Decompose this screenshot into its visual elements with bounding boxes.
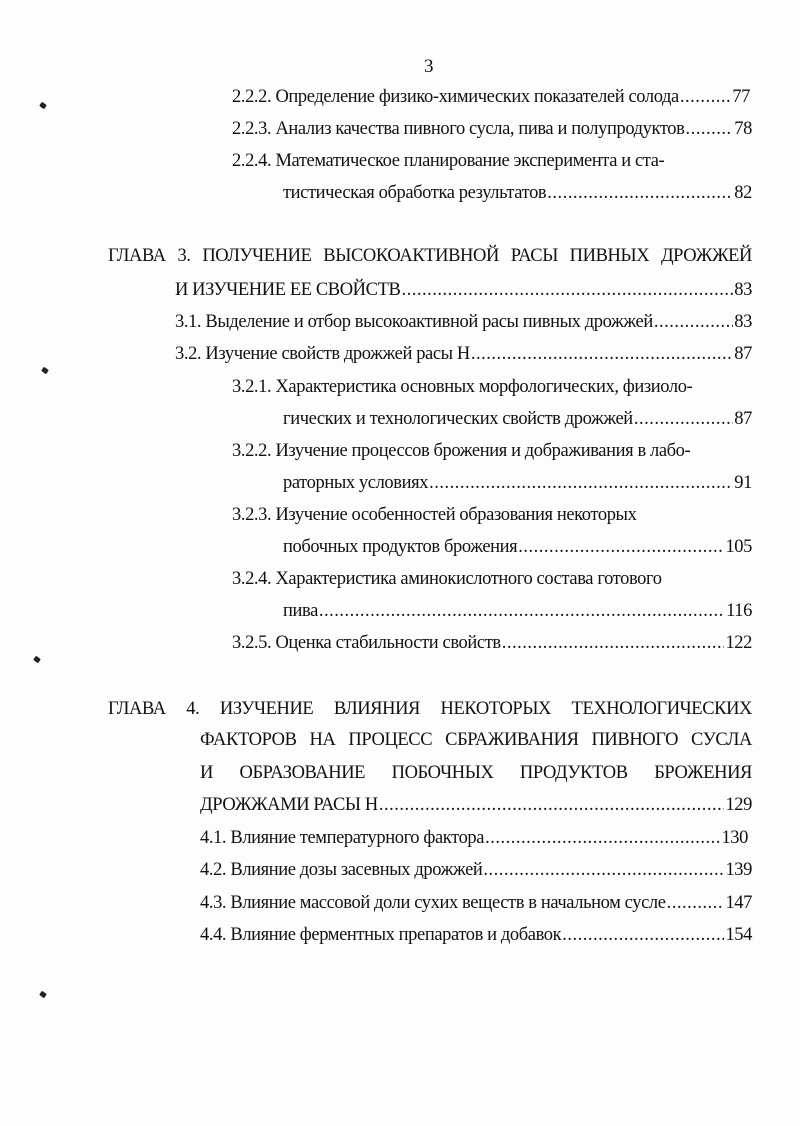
toc-entry-title: 3.2. Изучение свойств дрожжей расы Н xyxy=(175,344,470,364)
toc-entry xyxy=(283,536,752,558)
toc-entry-page: 129 xyxy=(725,795,752,815)
toc-entry xyxy=(200,827,748,849)
toc-entry xyxy=(200,794,752,816)
toc-entry xyxy=(283,182,752,204)
dot-leader xyxy=(471,343,733,365)
scan-mark xyxy=(33,656,41,664)
page-number: 3 xyxy=(424,56,434,77)
toc-entry-page: 139 xyxy=(725,860,752,880)
toc-entry-page: 122 xyxy=(725,633,752,653)
toc-entry-title: 3.2.3. Изучение особенностей образования некоторых xyxy=(232,505,637,525)
toc-entry-title: 3.2.4. Характеристика аминокислотного состава готового xyxy=(232,569,662,589)
toc-entry-page: 87 xyxy=(734,409,752,429)
toc-entry-title: тистическая обработка результатов xyxy=(283,183,547,203)
toc-entry-title: ГЛАВА 4. ИЗУЧЕНИЕ ВЛИЯНИЯ НЕКОТОРЫХ ТЕХНОЛОГИЧЕСКИХ xyxy=(108,699,752,719)
scan-mark xyxy=(39,102,47,110)
toc-entry-title: ГЛАВА 3. ПОЛУЧЕНИЕ ВЫСОКОАКТИВНОЙ РАСЫ ПИВНЫХ ДРОЖЖЕЙ xyxy=(108,246,752,266)
toc-entry-title: ФАКТОРОВ НА ПРОЦЕСС СБРАЖИВАНИЯ ПИВНОГО СУСЛА xyxy=(200,730,752,750)
toc-entry-page: 83 xyxy=(734,280,752,300)
toc-entry-title: 4.1. Влияние температурного фактора xyxy=(200,828,485,848)
dot-leader xyxy=(319,600,725,622)
dot-leader xyxy=(562,924,724,946)
toc-entry-title: И ОБРАЗОВАНИЕ ПОБОЧНЫХ ПРОДУКТОВ БРОЖЕНИЯ xyxy=(200,763,752,783)
toc-entry-title: 3.2.5. Оценка стабильности свойств xyxy=(232,633,501,653)
toc-entry-page: 116 xyxy=(726,601,752,621)
toc-entry-page: 87 xyxy=(734,344,752,364)
toc-entry xyxy=(232,376,692,398)
toc-entry xyxy=(232,118,752,140)
toc-entry xyxy=(175,279,752,301)
toc-entry xyxy=(232,504,636,526)
dot-leader xyxy=(547,182,733,204)
toc-entry-title: 2.2.2. Определение физико-химических показателей солода xyxy=(232,87,679,107)
toc-entry-title: 4.4. Влияние ферментных препаратов и добавок xyxy=(200,925,562,945)
dot-leader xyxy=(654,311,733,333)
toc-entry-page: 154 xyxy=(725,925,752,945)
toc-entry-title: 2.2.4. Математическое планирование эксперимента и ста- xyxy=(232,151,665,171)
toc-entry-page: 77 xyxy=(732,87,750,107)
dot-leader xyxy=(680,86,731,108)
toc-entry-title: 4.3. Влияние массовой доли сухих веществ в начальном сусле xyxy=(200,893,666,913)
toc-entry-page: 105 xyxy=(725,537,752,557)
dot-leader xyxy=(485,827,720,849)
toc-entry xyxy=(175,311,752,333)
scan-mark xyxy=(39,991,47,999)
toc-entry xyxy=(200,729,752,751)
dot-leader xyxy=(429,472,733,494)
toc-entry xyxy=(200,924,752,946)
dot-leader xyxy=(379,794,725,816)
toc-entry xyxy=(283,600,752,622)
toc-entry-title: 4.2. Влияние дозы засевных дрожжей xyxy=(200,860,483,880)
dot-leader xyxy=(483,859,724,881)
toc-entry-title: раторных условиях xyxy=(283,473,429,493)
toc-entry-page: 83 xyxy=(734,312,752,332)
toc-entry xyxy=(200,859,752,881)
scan-mark xyxy=(41,367,49,375)
toc-entry xyxy=(108,698,752,720)
toc-entry xyxy=(232,150,664,172)
toc-entry-title: 3.2.2. Изучение процессов брожения и дображивания в лабо- xyxy=(232,441,691,461)
dot-leader xyxy=(518,536,724,558)
toc-entry-page: 91 xyxy=(734,473,752,493)
dot-leader xyxy=(502,632,725,654)
toc-entry xyxy=(283,472,752,494)
toc-entry-page: 78 xyxy=(734,119,752,139)
toc-entry-title: побочных продуктов брожения xyxy=(283,537,518,557)
toc-entry xyxy=(175,343,752,365)
toc-entry xyxy=(232,440,690,462)
toc-entry-page: 147 xyxy=(725,893,752,913)
toc-entry xyxy=(200,762,752,784)
toc-entry-title: пива xyxy=(283,601,318,621)
dot-leader xyxy=(634,408,733,430)
toc-entry-title: 3.1. Выделение и отбор высокоактивной расы пивных дрожжей xyxy=(175,312,653,332)
toc-entry-title: 2.2.3. Анализ качества пивного сусла, пива и полупродуктов xyxy=(232,119,685,139)
dot-leader xyxy=(667,892,725,914)
toc-entry-title: 3.2.1. Характеристика основных морфологических, физиоло- xyxy=(232,377,693,397)
toc-entry xyxy=(232,568,662,590)
toc-entry xyxy=(232,86,750,108)
toc-entry-page: 130 xyxy=(721,828,748,848)
toc-entry-title: И ИЗУЧЕНИЕ ЕЕ СВОЙСТВ xyxy=(175,280,401,300)
toc-entry-title: гических и технологических свойств дрожжей xyxy=(283,409,633,429)
toc-entry xyxy=(200,892,752,914)
dot-leader xyxy=(401,279,733,301)
toc-entry xyxy=(108,245,752,267)
toc-entry xyxy=(232,632,752,654)
toc-entry xyxy=(283,408,752,430)
toc-entry-page: 82 xyxy=(734,183,752,203)
toc-entry-title: ДРОЖЖАМИ РАСЫ Н xyxy=(200,795,378,815)
dot-leader xyxy=(685,118,733,140)
